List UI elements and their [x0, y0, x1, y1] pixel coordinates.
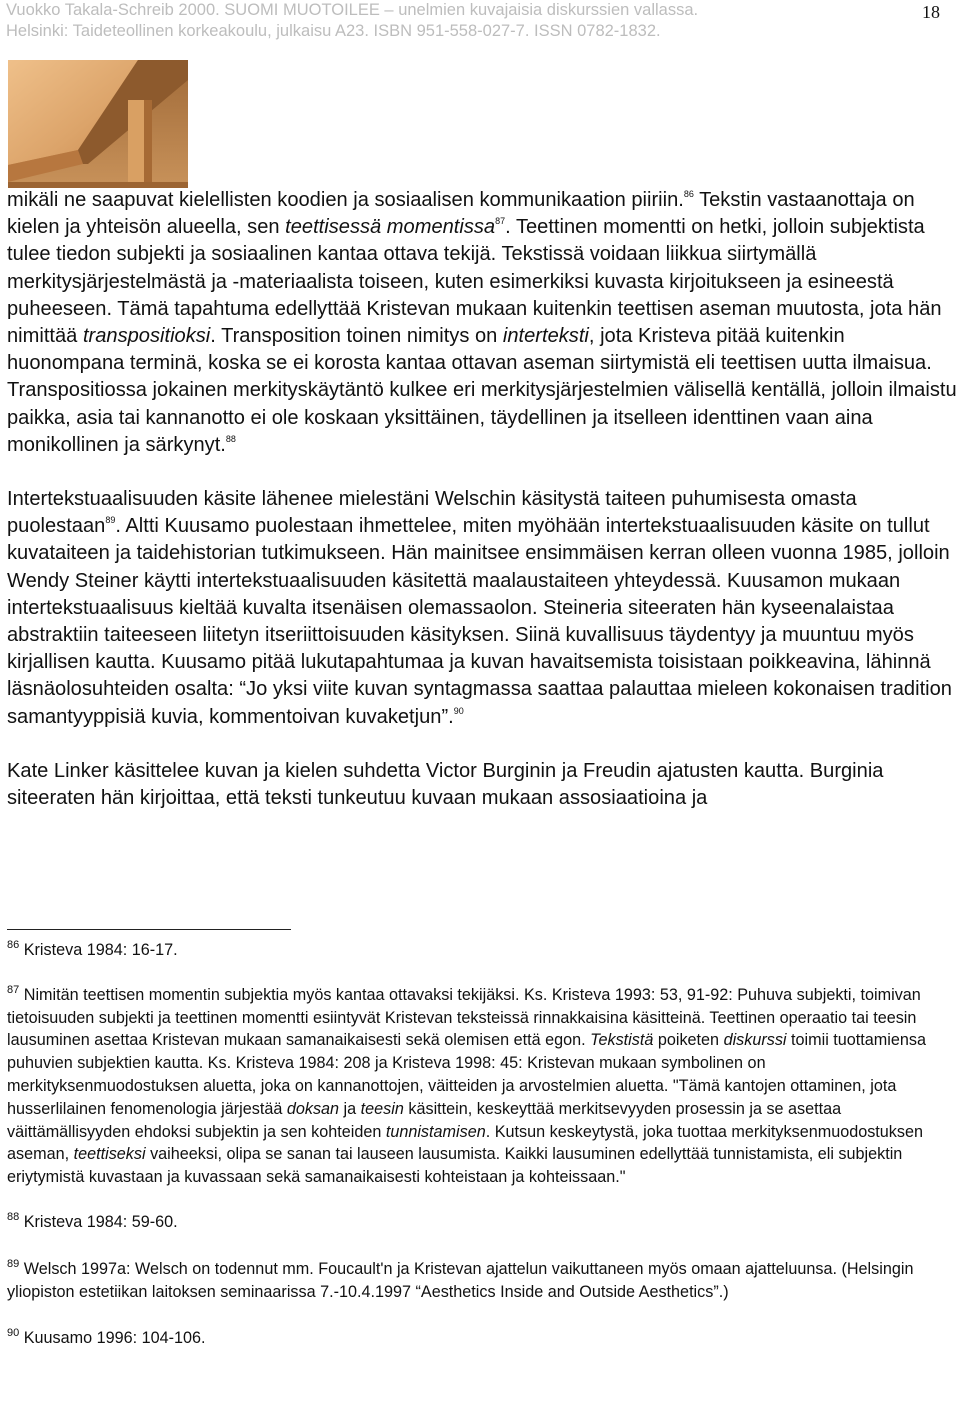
footnote-ref-87[interactable]: 87: [495, 216, 506, 227]
italic-term: doksan: [286, 1099, 340, 1118]
header-publisher-line: Helsinki: Taideteollinen korkeakoulu, julkaisu A23. ISBN 951-558-027-7. ISSN 0782-1832.: [6, 22, 661, 40]
footnote-text: käsittein, keskeyttää merkitsevyyden prosessin ja se asettaa väittämällisyyden ehdoksi subjektin ja sen kohteiden: [7, 1099, 842, 1141]
footnote-text: Kristeva 1984: 59-60.: [19, 1212, 178, 1231]
text-run: Intertekstuaalisuuden käsite lähenee mielestäni Welschin käsitystä taiteen puhumisesta omasta puolestaan: [7, 488, 857, 538]
footnote-89: [7, 1258, 957, 1304]
text-run: . Teettinen momentti on hetki, jolloin subjektista tulee tiedon subjekti ja sosiaalinen kantaa ottava tekijä. Tekstissä voidaan liikkua siirtymällä merkitysjärjestelmästä ja -materiaalista toiseen, kuten esimerkiksi kuvasta kirjoitukseen ja esineestä puheeseen. Tämä tapahtuma edellyttää Kristevan mukaan kuitenkin teettisen aseman muutosta, jota hän nimittää: [7, 216, 942, 348]
text-run: mikäli ne saapuvat kielellisten koodien ja sosiaalisen kommunikaation piiriin.: [7, 189, 684, 211]
footnote-text: ja: [339, 1099, 361, 1118]
footnote-87: [7, 984, 957, 1189]
stool-illustration: [8, 60, 188, 188]
italic-term: teettisessä momentissa: [285, 216, 496, 239]
footnote-text: . Kutsun keskeytystä, joka tuottaa merkityksenmuodostuksen aseman,: [7, 1122, 923, 1164]
text-run: Tekstin vastaanottaja on kielen ja yhteisön alueella, sen: [7, 189, 915, 239]
italic-term: Tekstistä: [590, 1031, 654, 1050]
wooden-stool-photo: [8, 60, 188, 188]
paragraph: [7, 187, 957, 459]
italic-term: teesin: [360, 1099, 404, 1118]
footnote-number: 86: [7, 939, 20, 951]
paragraph: Kate Linker käsittelee kuvan ja kielen suhdetta Victor Burginin ja Freudin ajatusten kautta. Burginia siteeraten hän kirjoittaa, että teksti tunkeutuu kuvaan mukaan assosiaatioina ja: [7, 759, 884, 810]
footnote-number: 88: [7, 1210, 20, 1223]
footnote-text: Welsch 1997a: Welsch on todennut mm. Foucault'n ja Kristevan ajattelun vaikuttaneen myös omaan ajatteluunsa. (Helsingin yliopiston estetiikan laitoksen seminaarissa 7.-10.4.1997 “Aesthetics Inside and Outside Aesthetics”.): [7, 1259, 914, 1301]
footnote-text: vaiheeksi, olipa se sanan tai lauseen lausumista. Kaikki lausuminen edellyttää tunnistamista, eli subjektin eriytymistä kuvastaan ja kuvassaan sekä samanaikaisesti kohteistaan ja kohteissaan.": [7, 1145, 903, 1187]
footnote-text: toimii tuottamiensa puhuvien subjektien kautta. Ks. Kristeva 1984: 208 ja Kristeva 1998: 45: Kristevan mukaan symbolinen on merkityksenmuodostuksen aluetta, joka on kannanottojen, väitteiden ja arvostelmien aluetta. "Tämä kantojen ottaminen, jota husserlilainen fenomenologia järjestää: [7, 1031, 926, 1118]
footnote-divider: [7, 929, 291, 930]
footnote-number: 90: [7, 1327, 20, 1340]
footnotes: [7, 939, 957, 1350]
footnote-ref-86[interactable]: 86: [683, 189, 694, 199]
footnote-text: Kristeva 1984: 16-17.: [19, 941, 178, 959]
footnote-text: Nimitän teettisen momentin subjektia myös kantaa ottavaksi tekijäksi. Ks. Kristeva 1993: 53, 91-92: Puhuva subjekti, toimivan tietoisuuden subjekti ja teettinen momentti esiintyvät Kristevan teksteissä rinnakkaisina käsitteinä. Teettinen operaatio tai teesin lausuminen asettaa Kristevan mukaan samanaikaisesti sekä olemisen että egon.: [7, 985, 921, 1050]
footnote-text: Kuusamo 1996: 104-106.: [19, 1329, 206, 1348]
footnote-text: poiketen: [653, 1031, 724, 1050]
italic-term: interteksti: [502, 325, 589, 348]
text-run: . Altti Kuusamo puolestaan ihmettelee, miten myöhään intertekstuaalisuuden käsite on tullut kuvataiteen ja taidehistorian tutkimukseen. Hän mainitsee ensimmäisen kerran olleen vuonna 1985, jolloin Wendy Steiner käytti intertekstuaalisuuden käsitettä maalaustaiteen yhteydessä. Kuusamon mukaan intertekstuaalisuus kieltää kuvalta itsenäisen olemassaolon. Steineria siteeraten hän kyseenalaistaa abstraktiin taiteeseen liitetyn itseriittoisuuden käsityksen. Siinä kuvallisuus täydentyy ja muuntuu myös kirjallisen kautta. Kuusamo pitää lukutapahtumaa ja kuvan havaitsemista toisistaan poikkeavina, lähinnä läsnäolosuhteiden osalta: “Jo yksi viite kuvan syntagmassa saattaa palauttaa mieleen kokonaisen tradition samantyyppisiä kuvia, kommentoivan kuvaketjun”.: [7, 515, 952, 728]
text-run: , jota Kristeva pitää kuitenkin huonompana terminä, koska se ei korosta kantaa ottavan aseman siirtymistä eli teettisen uutta ilmaisua. Transpositiossa jokainen merkityskäytäntö kulkee eri merkitysjärjestelmien välisellä kentällä, jolloin ilmaistu paikka, asia tai kannanotto ei ole koskaan yksittäinen, täydellinen ja itselleen identtinen vaan aina monikollinen ja särkynyt.: [7, 325, 957, 456]
footnote-number: 89: [7, 1257, 20, 1270]
footnote-number: 87: [7, 983, 20, 996]
paragraph: [7, 486, 957, 731]
text-run: . Transposition toinen nimitys on: [210, 325, 503, 348]
italic-term: tunnistamisen: [385, 1122, 486, 1141]
footnote-ref-89[interactable]: 89: [105, 515, 116, 526]
running-header: [6, 0, 698, 42]
italic-term: teettiseksi: [73, 1145, 146, 1164]
body-text: [7, 187, 957, 812]
footnote-90: [7, 1327, 957, 1350]
italic-term: transpositioksi: [82, 325, 211, 348]
footnote-86: [7, 939, 957, 962]
header-citation-line: Vuokko Takala-Schreib 2000. SUOMI MUOTOILEE – unelmien kuvajaisia diskurssien vallassa.: [6, 1, 699, 19]
italic-term: diskurssi: [723, 1031, 787, 1050]
footnote-88: [7, 1211, 957, 1234]
footnote-ref-90[interactable]: 90: [453, 705, 464, 716]
footnote-ref-88[interactable]: 88: [225, 433, 236, 444]
page-number: 18: [922, 2, 940, 22]
